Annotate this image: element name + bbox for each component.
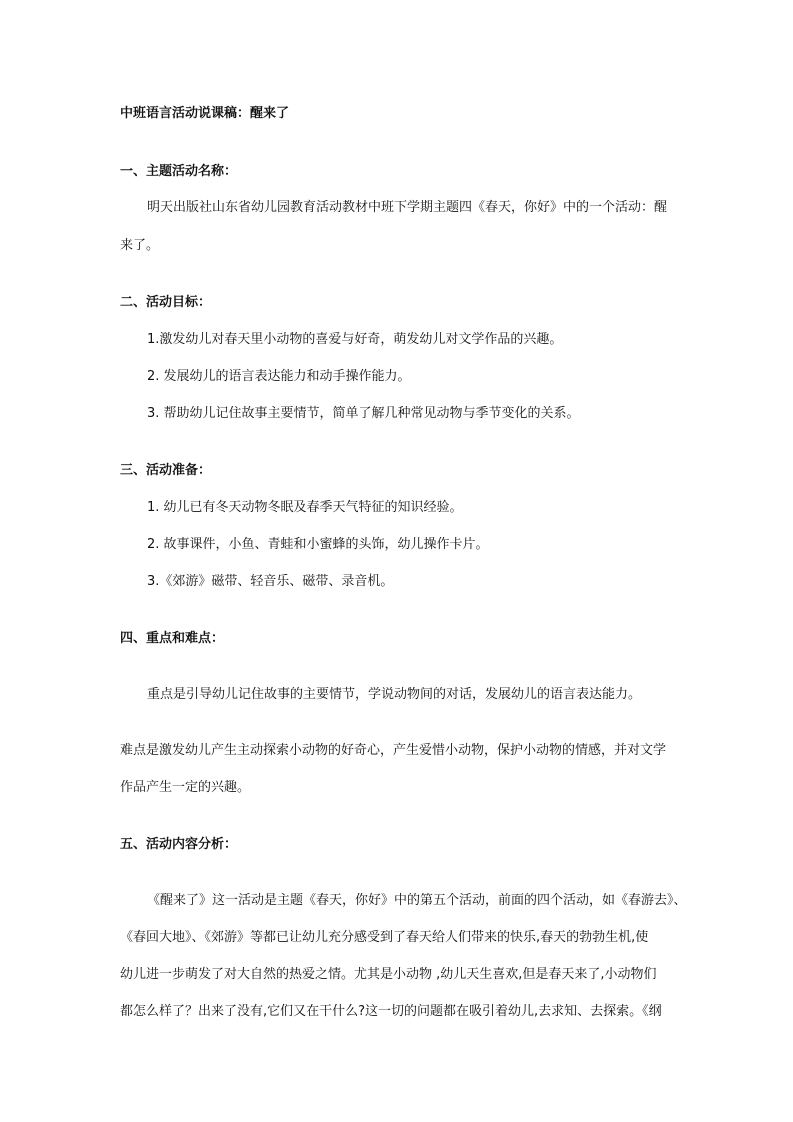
preparation-item-3: 3.《郊游》磁带、轻音乐、磁带、录音机。 bbox=[147, 574, 394, 589]
goal-item-3: 3. 帮助幼儿记住故事主要情节，简单了解几种常见动物与季节变化的关系。 bbox=[147, 406, 580, 421]
goal-item-2: 2. 发展幼儿的语言表达能力和动手操作能力。 bbox=[147, 369, 411, 384]
document-title: 中班语言活动说课稿：醒来了 bbox=[120, 106, 290, 121]
section-heading-analysis: 五、活动内容分析： bbox=[120, 837, 238, 852]
analysis-line-2: 《春回大地》、《郊游》等都已让幼儿充分感受到了春天给人们带来的快乐,春天的勃勃生机,使 bbox=[120, 930, 649, 945]
difficulty-line-2: 作品产生一定的兴趣。 bbox=[120, 780, 251, 795]
topic-line-2: 来了。 bbox=[120, 238, 160, 253]
analysis-line-3: 幼儿进一步萌发了对大自然的热爱之情。尤其是小动物 ,幼儿天生喜欢,但是春天来了,小动物们 bbox=[120, 967, 657, 982]
section-heading-goals: 二、活动目标： bbox=[120, 295, 212, 310]
topic-line-1: 明天出版社山东省幼儿园教育活动教材中班下学期主题四《春天，你好》中的一个活动：醒 bbox=[147, 200, 668, 215]
key-point-text: 重点是引导幼儿记住故事的主要情节，学说动物间的对话，发展幼儿的语言表达能力。 bbox=[147, 687, 642, 702]
analysis-line-1: 《醒来了》这一活动是主题《春天，你好》中的第五个活动，前面的四个活动，如《春游去》、 bbox=[147, 893, 687, 908]
section-heading-preparation: 三、活动准备： bbox=[120, 463, 212, 478]
preparation-item-1: 1. 幼儿已有冬天动物冬眠及春季天气特征的知识经验。 bbox=[147, 500, 463, 515]
preparation-item-2: 2. 故事课件，小鱼、青蛙和小蜜蜂的头饰，幼儿操作卡片。 bbox=[147, 537, 489, 552]
section-heading-topic: 一、主题活动名称： bbox=[120, 164, 238, 179]
section-heading-key-points: 四、重点和难点： bbox=[120, 631, 225, 646]
goal-item-1: 1.激发幼儿对春天里小动物的喜爱与好奇，萌发幼儿对文学作品的兴趣。 bbox=[147, 332, 563, 347]
analysis-line-4: 都怎么样了？出来了没有,它们又在干什么?这一切的问题都在吸引着幼儿,去求知、去探索。《纲 bbox=[120, 1004, 662, 1019]
difficulty-line-1: 难点是激发幼儿产生主动探索小动物的好奇心，产生爱惜小动物，保护小动物的情感，并对文学 bbox=[120, 743, 667, 758]
